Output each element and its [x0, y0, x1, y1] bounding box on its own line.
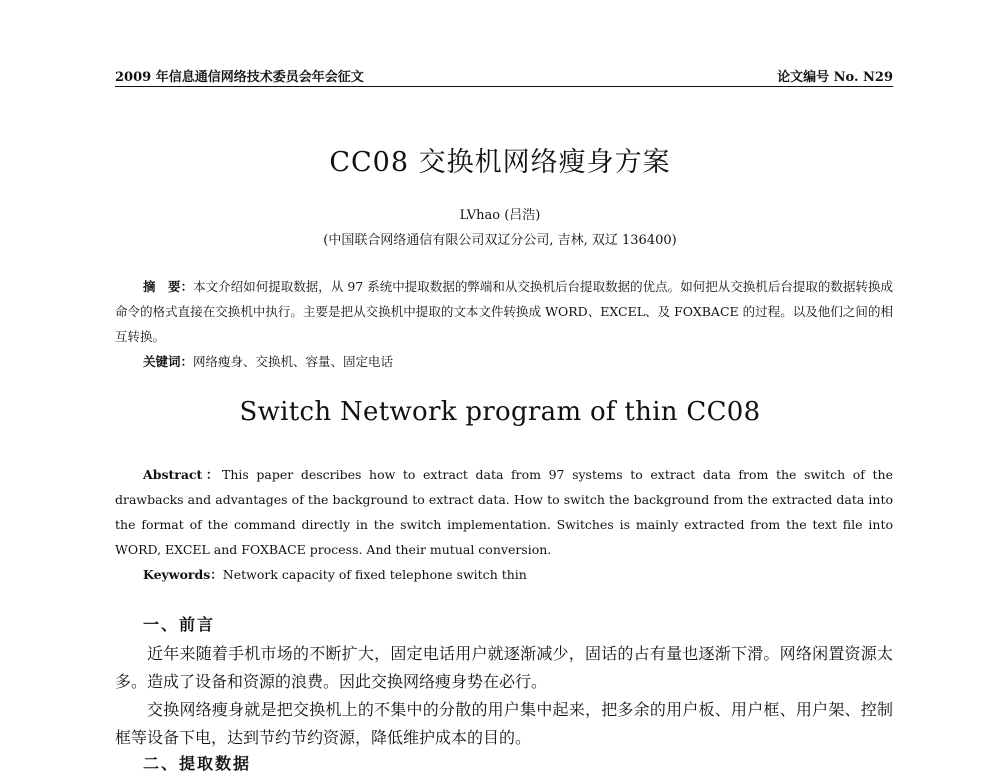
section-heading-introduction: 一、前言: [143, 615, 216, 634]
header-conference: 2009 年信息通信网络技术委员会年会征文: [115, 70, 364, 85]
keywords-english: [143, 562, 893, 587]
keywords-english-label: Keywords：: [143, 567, 223, 582]
keywords-chinese-text: 网络瘦身、交换机、容量、固定电话: [193, 354, 394, 369]
body-paragraph: 近年来随着手机市场的不断扩大，固定电话用户就逐渐减少，固话的占有量也逐渐下滑。网络闲置资源太多。造成了设备和资源的浪费。因此交换网络瘦身势在必行。: [115, 644, 893, 691]
keywords-chinese-label: 关键词：: [143, 354, 194, 369]
header-paper-number: 论文编号 No. N29: [777, 70, 893, 85]
paper-title-english: Switch Network program of thin CC08: [239, 397, 761, 427]
keywords-english-text: Network capacity of fixed telephone switch thin: [222, 567, 527, 582]
affiliation: (中国联合网络通信有限公司双辽分公司, 吉林, 双辽 136400): [323, 233, 677, 248]
body-paragraph: 交换网络瘦身就是把交换机上的不集中的分散的用户集中起来，把多余的用户板、用户框、用户架、控制框等设备下电，达到节约节约资源，降低维护成本的目的。: [115, 700, 893, 747]
abstract-english-label: Abstract：: [143, 467, 223, 482]
running-header: [115, 64, 893, 87]
abstract-chinese: [115, 274, 893, 349]
abstract-chinese-label: 摘 要：: [143, 279, 194, 294]
section-heading-extract-data: 二、提取数据: [143, 754, 252, 773]
abstract-english-text: This paper describes how to extract data from 97 systems to extract data from the switch of the drawbacks and advantages of the background to extract data. How to switch the background from the extracted data into the format of the command directly in the switch implementation. Switches is mainly extracted from the text file into WORD, EXCEL and FOXBACE process. And their mutual conversion.: [115, 467, 893, 557]
section-body-introduction: [115, 640, 893, 752]
author: LVhao (吕浩): [459, 208, 541, 223]
abstract-english: [115, 462, 893, 562]
paper-title-chinese: CC08 交换机网络瘦身方案: [329, 147, 671, 178]
keywords-chinese: [143, 349, 893, 374]
abstract-chinese-text: 本文介绍如何提取数据，从 97 系统中提取数据的弊端和从交换机后台提取数据的优点。如何把从交换机后台提取的数据转换成命令的格式直接在交换机中执行。主要是把从交换机中提取的文本文件转换成 WORD、EXCEL、及 FOXBACE 的过程。以及他们之间的相互转换。: [115, 279, 893, 344]
